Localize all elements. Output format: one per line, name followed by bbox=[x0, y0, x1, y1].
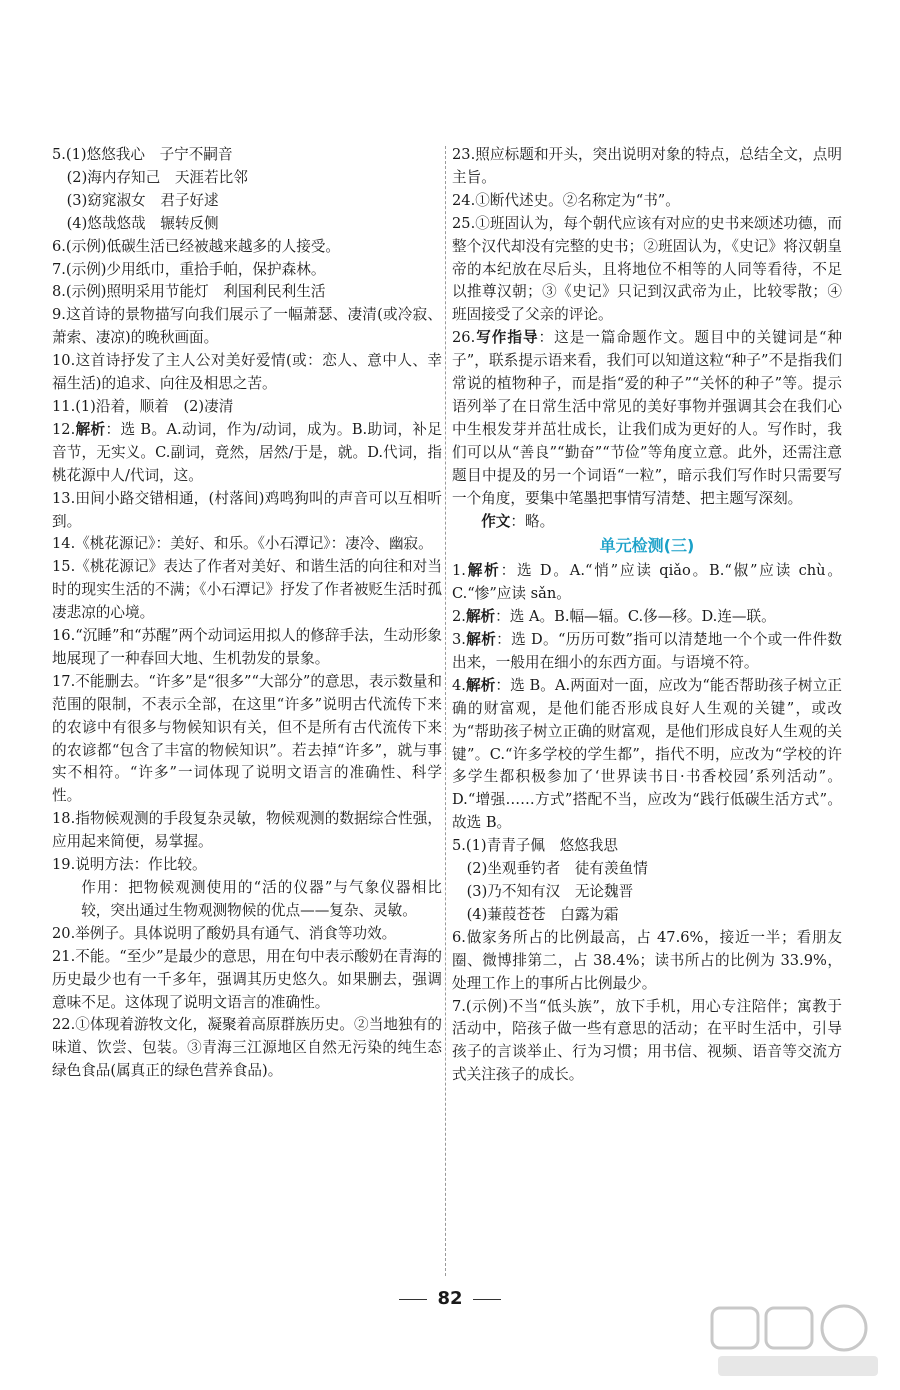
answer-text: 7.(示例)不当“低头族”，放下手机，用心专注陪伴；寓教于活动中，陪孩子做一些有意思的活动；在平时生活中，引导孩子的言谈举止、行为习惯；用书信、视频、语音等交流方式关注孩子的成长。 bbox=[452, 997, 842, 1084]
answer-item bbox=[52, 923, 442, 946]
answer-item bbox=[452, 511, 842, 534]
answer-text: (4)悠哉悠哉 辗转反侧 bbox=[66, 214, 219, 232]
answer-item bbox=[452, 835, 842, 858]
answer-text: ：选 A。B.幅—辐。C.侈—移。D.连—联。 bbox=[495, 608, 776, 626]
answer-text: 18.指物候观测的手段复杂灵敏，物候观测的数据综合性强，应用起来简便，易掌握。 bbox=[52, 810, 442, 851]
answer-item bbox=[452, 606, 842, 629]
answer-item bbox=[452, 213, 842, 328]
answer-item bbox=[452, 996, 842, 1088]
answer-label: 作文 bbox=[481, 512, 511, 530]
answer-item bbox=[52, 213, 442, 236]
answer-number: 12. bbox=[52, 420, 76, 438]
answer-item bbox=[452, 881, 842, 904]
answer-item bbox=[452, 327, 842, 510]
answer-text: (3)乃不知有汉 无论魏晋 bbox=[466, 883, 634, 900]
answer-text: (3)窈窕淑女 君子好逑 bbox=[66, 191, 219, 209]
answer-item bbox=[52, 488, 442, 534]
answer-text: ：选 B。A.两面对一面，应改为“能否帮助孩子树立正确的财富观，是他们能否形成良好人生观的关键”，或改为“帮助孩子树立正确的财富观，是他们形成良好人生观的关键”。C.“许多学校的学生都”，指代不明，应改为“学校的许多学生都积极参加了‘世界读书日·书香校园’系列活动”。D.“增强……方式”搭配不当，应改为“践行低碳生活方式”。故选 B。 bbox=[452, 676, 842, 832]
answer-text: (2)坐观垂钓者 徒有羡鱼情 bbox=[466, 860, 648, 878]
answer-item bbox=[52, 259, 442, 282]
answer-item bbox=[52, 144, 442, 167]
answer-text: 10.这首诗抒发了主人公对美好爱情(或：恋人、意中人、幸福生活)的追求、向往及相思之苦。 bbox=[52, 352, 442, 393]
answer-item bbox=[452, 629, 842, 675]
answer-item bbox=[52, 854, 442, 877]
answer-text: ：选 D。A.“悄”应读 qiǎo。B.“俶”应读 chù。C.“惨”应读 sǎn。 bbox=[452, 562, 842, 603]
answer-item bbox=[52, 533, 442, 556]
answer-text: 16.“沉睡”和“苏醒”两个动词运用拟人的修辞手法，生动形象地展现了一种春回大地、生机勃发的景象。 bbox=[52, 627, 442, 667]
answer-item bbox=[52, 350, 442, 396]
answer-text: 22.①体现着游牧文化，凝聚着高原群族历史。②当地独有的味道、饮尝、包装。③青海三江源地区自然无污染的纯生态绿色食品(属真正的绿色营养食品)。 bbox=[52, 1016, 442, 1080]
answer-item bbox=[52, 190, 442, 213]
answer-item bbox=[452, 560, 842, 606]
answer-item bbox=[52, 167, 442, 190]
answer-text: 6.(示例)低碳生活已经被越来越多的人接受。 bbox=[52, 237, 341, 255]
answer-text: 20.举例子。具体说明了酸奶具有通气、消食等功效。 bbox=[52, 924, 397, 942]
answer-text: ：这是一篇命题作文。题目中的关键词是“种子”，联系提示语来看，我们可以知道这粒“种子”不是指我们常说的植物种子，而是指“爱的种子”“关怀的种子”等。提示语列举了在日常生活中常见的美好事物并强调其会在我们心中生根发芽并茁壮成长，让我们成为更好的人。写作时，我们可以从“善良”“勤奋”“节俭”等角度立意。此外，还需注意题目中提及的另一个词语“一粒”，暗示我们写作时只需要写一个角度，要集中笔墨把事情写清楚、把主题写深刻。 bbox=[452, 329, 842, 507]
right-column bbox=[452, 144, 842, 1087]
answer-text: 作用：把物候观测使用的“活的仪器”与气象仪器相比较，突出通过生物观测物候的优点——复杂、灵敏。 bbox=[81, 879, 442, 919]
answer-text: 13.田间小路交错相通，(村落间)鸡鸣狗叫的声音可以互相听到。 bbox=[52, 489, 442, 530]
answer-item bbox=[52, 808, 442, 854]
answer-item bbox=[52, 556, 442, 625]
answer-item bbox=[52, 304, 442, 350]
page-number-text: 82 bbox=[437, 1288, 463, 1309]
answer-number: 3. bbox=[452, 631, 466, 649]
answer-text: 24.①断代述史。②名称定为“书”。 bbox=[452, 191, 680, 209]
answer-number: 26. bbox=[452, 329, 476, 347]
answer-text: 19.说明方法：作比较。 bbox=[52, 856, 207, 874]
answer-text: 25.①班固认为，每个朝代应该有对应的史书来颂述功德，而整个汉代却没有完整的史书；②班固认为，《史记》将汉朝皇帝的本纪放在尽后头，且将地位不相等的人同等看待，不足以推尊汉朝；③《史记》只记到汉武帝为止，比较零散；④班固接受了父亲的评论。 bbox=[452, 214, 842, 324]
answer-label: 写作指导 bbox=[475, 329, 539, 347]
page-number-dash-left bbox=[399, 1299, 427, 1300]
answer-text: ：略。 bbox=[510, 512, 555, 530]
column-divider bbox=[445, 146, 446, 1276]
section-title: 单元检测(三) bbox=[599, 536, 695, 556]
answer-text: 23.照应标题和开头，突出说明对象的特点，总结全文，点明主旨。 bbox=[452, 146, 842, 186]
answer-item bbox=[52, 281, 442, 304]
answer-label: 解析 bbox=[75, 420, 106, 438]
answer-text: 17.不能删去。“许多”是“很多”“大部分”的意思，表示数量和范围的限制，不表示全部，在这里“许多”说明古代流传下来的农谚中有很多与物候知识有关，但不是所有古代流传下来的农谚都“包含了丰富的物候知识”。若去掉“许多”，就与事实不相符。“许多”一词体现了说明文语言的准确性、科学性。 bbox=[52, 672, 442, 805]
answer-text: ：选 B。A.动词，作为/动词，成为。B.助词，补足音节，无实义。C.副词，竟然，居然/于是，就。D.代词，指桃花源中人/代词，这。 bbox=[52, 420, 442, 484]
answer-item bbox=[52, 1014, 442, 1083]
answer-text: 9.这首诗的景物描写向我们展示了一幅萧瑟、凄清(或冷寂、萧索、凄凉)的晚秋画面。 bbox=[52, 306, 442, 347]
answer-text: ：选 D。“历历可数”指可以清楚地一个个或一件件数出来，一般用在细小的东西方面。与语境不符。 bbox=[452, 631, 842, 671]
answer-number: 2. bbox=[452, 608, 466, 626]
answer-text: 11.(1)沿着，顺着 (2)凄清 bbox=[52, 397, 234, 415]
answer-text: 21.不能。“至少”是最少的意思，用在句中表示酸奶在青海的历史最少也有一千多年，强调其历史悠久。如果删去，强调意味不足。这体现了说明文语言的准确性。 bbox=[52, 947, 442, 1011]
left-column bbox=[52, 144, 442, 1083]
answer-label: 解析 bbox=[465, 631, 497, 649]
answer-item bbox=[52, 946, 442, 1015]
answer-number: 4. bbox=[452, 676, 466, 694]
answer-label: 解析 bbox=[465, 562, 501, 580]
answer-label: 解析 bbox=[465, 608, 496, 626]
answer-text: 6.做家务所占的比例最高，占 47.6%，接近一半；看朋友圈、微博排第二，占 38.4%；读书所占的比例为 33.9%，处理工作上的事所占比例最少。 bbox=[452, 928, 842, 992]
answer-item bbox=[52, 625, 442, 671]
answer-item bbox=[452, 927, 842, 996]
answer-item bbox=[452, 858, 842, 881]
watermark-logo bbox=[706, 1302, 886, 1382]
answer-text: (2)海内存知己 天涯若比邻 bbox=[66, 168, 248, 186]
answer-item bbox=[52, 671, 442, 808]
answer-text: 8.(示例)照明采用节能灯 利国利民利生活 bbox=[52, 283, 326, 301]
answer-text: 5.(1)悠悠我心 子宁不嗣音 bbox=[52, 146, 233, 163]
answer-item bbox=[452, 675, 842, 835]
answer-item bbox=[452, 144, 842, 190]
answer-item bbox=[52, 419, 442, 488]
answer-item bbox=[452, 904, 842, 927]
answer-text: 14.《桃花源记》：美好、和乐。《小石潭记》：凄冷、幽寂。 bbox=[52, 535, 433, 553]
answer-item bbox=[52, 396, 442, 419]
answer-text: 5.(1)青青子佩 悠悠我思 bbox=[452, 837, 618, 855]
answer-item bbox=[52, 236, 442, 259]
answer-text: 15.《桃花源记》表达了作者对美好、和谐生活的向往和对当时的现实生活的不满；《小石潭记》抒发了作者被贬生活时孤凄悲凉的心境。 bbox=[52, 558, 442, 622]
answer-item bbox=[452, 190, 842, 213]
answer-number: 1. bbox=[452, 562, 466, 580]
answer-item bbox=[52, 877, 442, 923]
answer-text: 7.(示例)少用纸巾，重拾手帕，保护森林。 bbox=[52, 260, 326, 278]
answer-text: (4)蒹葭苍苍 白露为霜 bbox=[466, 905, 619, 923]
answer-label: 解析 bbox=[465, 676, 496, 694]
page-number-dash-right bbox=[473, 1299, 501, 1300]
